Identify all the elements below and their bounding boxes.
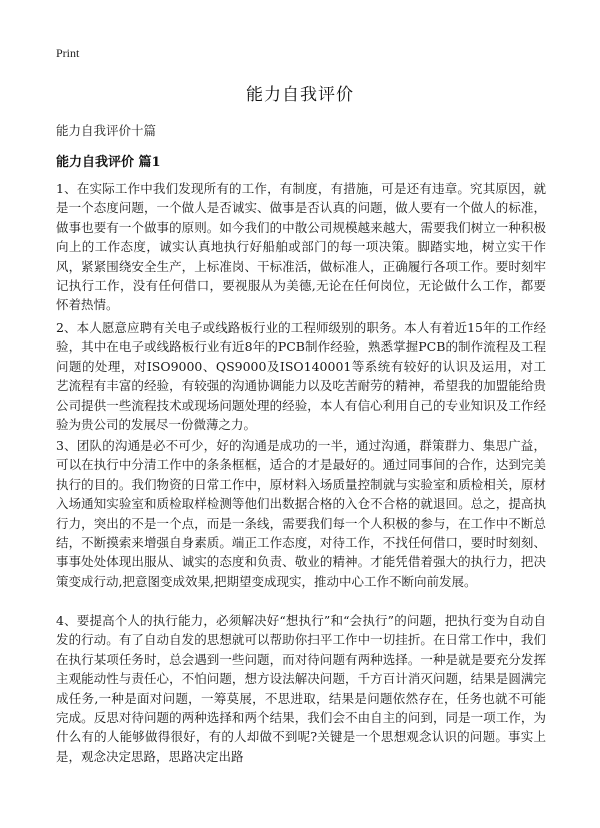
paragraph-3: 3、团队的沟通是必不可少，好的沟通是成功的一半，通过沟通，群策群力、集思广益，可以在执行中分清工作中的条条框框，适合的才是最好的。通过同事间的合作，达到完美执行的目的。我们物资的日常工作中，原材料入场质量控制就与实验室和质检相关，原材入场通知实验室和质检取样检测等他们出数据合格的入仓不合格的就退回。总之，提高执行力，突出的不是一个点，而是一条线，需要我们每一个人积极的参与，在工作中不断总结，不断摸索来增强自身素质。端正工作态度，对待工作，不找任何借口，要时时刻刻、事事处处体现出服从、诚实的态度和负责、敬业的精神。才能凭借着强大的执行力，把决策变成行动,把意图变成效果,把期望变成现实，推动中心工作不断向前发展。 <box>56 438 546 589</box>
document-title: 能力自我评价 <box>246 85 354 105</box>
paragraph-4: 4、要提高个人的执行能力，必须解决好“想执行”和“会执行”的问题，把执行变为自动自发的行动。有了自动自发的思想就可以帮助你扫平工作中一切挂折。在日常工作中，我们在执行某项任务时，总会遇到一些问题，而对待问题有两种选择。一种是就是要充分发挥主观能动性与责任心，不怕问题，想方设法解决问题，千方百计消灭问题，结果是圆满完成任务,一种是面对问题，一筹莫展，不思进取，结果是问题依然存在，任务也就不可能完成。反思对待问题的两种选择和两个结果，我们会不由自主的问到，同是一项工作，为什么有的人能够做得很好，有的人却做不到呢?关键是一个思想观念认识的问题。事实上是，观念决定思路，思路决定出路 <box>56 613 546 764</box>
paragraph-1: 1、在实际工作中我们发现所有的工作，有制度，有措施，可是还有违章。究其原因，就是一个态度问题，一个做人是否诚实、做事是否认真的问题，做人要有一个做人的标准，做事也要有一个做事的原则。如今我们的中散公司规模越来越大，需要我们树立一种积极向上的工作态度，诚实认真地执行好船舶或部门的每一项决策。脚踏实地，树立实干作风，紧紧围绕安全生产，上标准岗、干标准活，做标准人，正确履行各项工作。要时刻牢记执行工作，没有任何借口，要视服从为美德,无论在任何岗位，无论做什么工作，都要怀着热情。 <box>56 181 546 313</box>
section-heading: 能力自我评价 篇1 <box>56 155 161 170</box>
print-link[interactable]: Print <box>56 46 80 60</box>
document-subtitle: 能力自我评价十篇 <box>56 123 157 138</box>
paragraph-2: 2、本人愿意应聘有关电子或线路板行业的工程师级别的职务。本人有着近15年的工作经验，其中在电子或线路板行业有近8年的PCB制作经验，熟悉掌握PCB的制作流程及工程问题的处理，对ISO9000、QS9000及ISO140001等系统有较好的认识及运用，对工艺流程有丰富的经验，有较强的沟通协调能力以及吃苦耐劳的精神，希望我的加盟能给贵公司提供一些流程技术或现场问题处理的经验，本人有信心利用自己的专业知识及工作经验为贵公司的发展尽一份微薄之力。 <box>56 320 546 433</box>
